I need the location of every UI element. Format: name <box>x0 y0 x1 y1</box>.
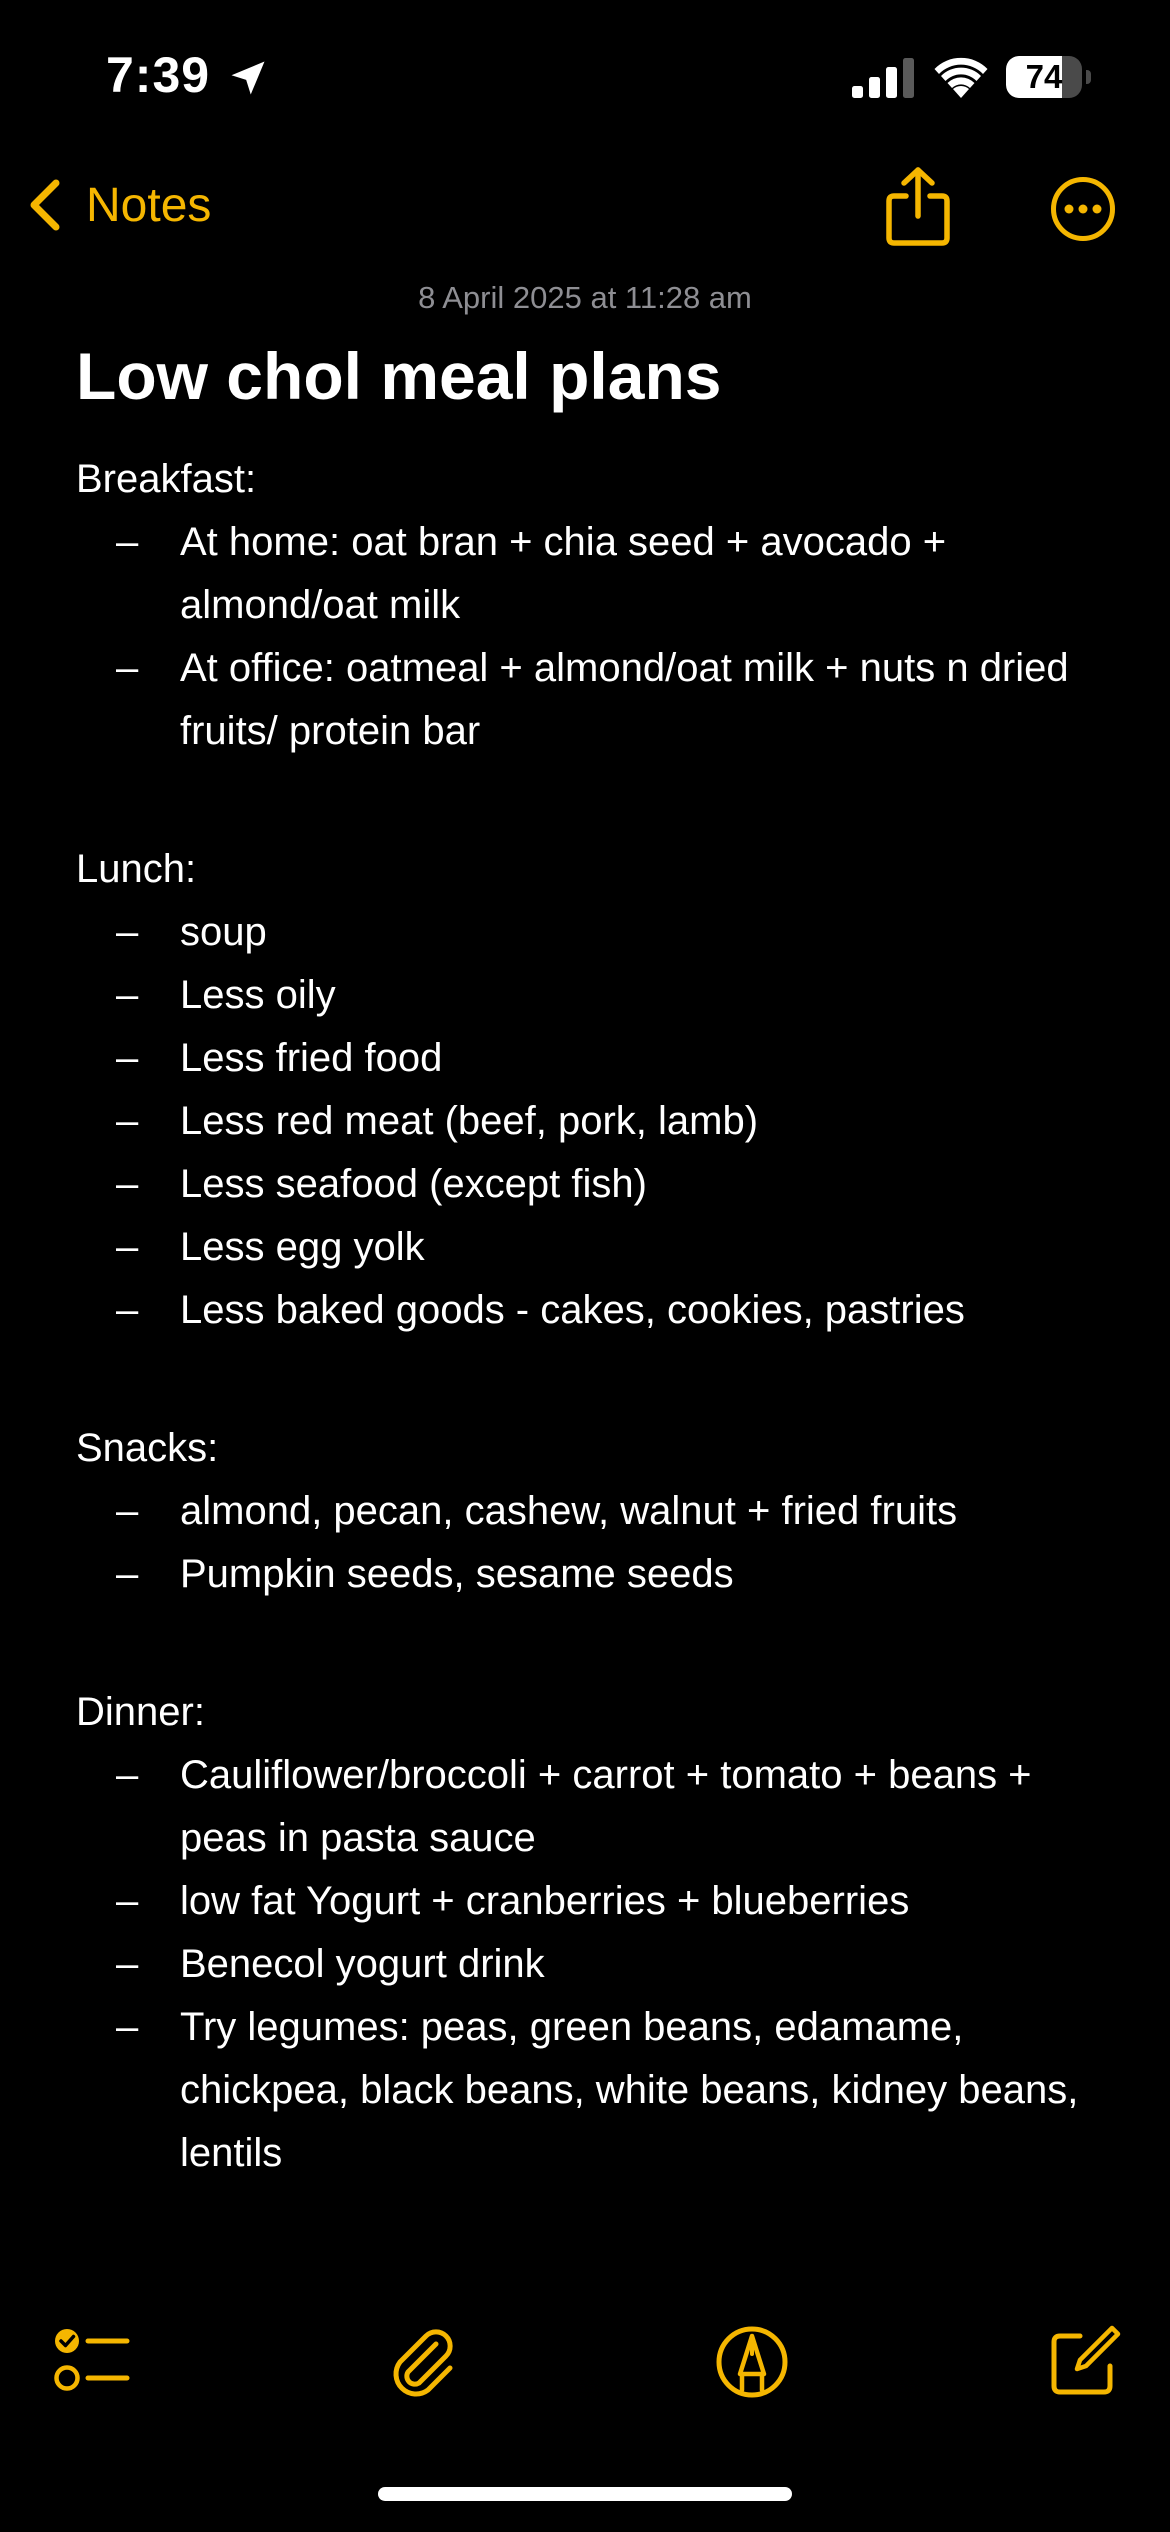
bullet-dash: – <box>116 1162 139 1206</box>
location-arrow-icon <box>226 56 270 100</box>
list-item <box>76 1744 1106 1870</box>
list-item-text: Benecol yogurt drink <box>180 1942 545 1986</box>
list-item-text: soup <box>180 910 267 954</box>
battery-body <box>1006 56 1082 98</box>
list-item-text: Less baked goods - cakes, cookies, pastries <box>180 1288 965 1332</box>
pen-tip-circle-icon[interactable] <box>712 2322 792 2402</box>
back-button[interactable] <box>22 170 211 240</box>
list-item <box>76 637 1106 763</box>
bullet-dash: – <box>116 1288 139 1332</box>
list-item <box>76 1090 1106 1153</box>
bullet-list <box>76 901 1106 1342</box>
bullet-dash: – <box>116 1552 139 1596</box>
bullet-list <box>76 511 1106 763</box>
list-item-text: almond, pecan, cashew, walnut + fried fruits <box>180 1489 958 1533</box>
note-section-snacks <box>76 1417 1106 1606</box>
list-item-text: low fat Yogurt + cranberries + blueberries <box>180 1879 910 1923</box>
list-item-text: Pumpkin seeds, sesame seeds <box>180 1552 734 1596</box>
paperclip-icon[interactable] <box>384 2322 464 2402</box>
list-item-text: Less fried food <box>180 1036 443 1080</box>
list-item <box>76 1933 1106 1996</box>
ellipsis-circle-icon[interactable] <box>1050 176 1116 242</box>
bullet-dash: – <box>116 520 139 564</box>
note-date: 8 April 2025 at 11:28 am <box>418 280 752 315</box>
cellular-signal-icon <box>852 58 914 98</box>
battery-level-text: 74 <box>1025 58 1063 95</box>
compose-icon[interactable] <box>1044 2322 1124 2402</box>
list-item <box>76 1279 1106 1342</box>
bullet-dash: – <box>116 1879 139 1923</box>
bullet-dash: – <box>116 1099 139 1143</box>
list-item <box>76 964 1106 1027</box>
list-item-text: At office: oatmeal + almond/oat milk + nuts n dried fruits/ protein bar <box>180 646 1069 753</box>
list-item-text: Cauliflower/broccoli + carrot + tomato + beans + peas in pasta sauce <box>180 1753 1032 1860</box>
home-indicator[interactable] <box>378 2487 792 2501</box>
section-spacer <box>76 1342 1106 1417</box>
back-button-label: Notes <box>86 178 212 232</box>
battery-indicator <box>1006 56 1090 98</box>
status-bar <box>0 0 1170 150</box>
note-title[interactable]: Low chol meal plans <box>76 339 722 413</box>
list-item <box>76 1480 1106 1543</box>
section-heading: Breakfast: <box>76 457 257 501</box>
list-item-text: At home: oat bran + chia seed + avocado + almond/oat milk <box>180 520 947 627</box>
note-body[interactable] <box>76 448 1106 2185</box>
section-heading: Dinner: <box>76 1690 205 1734</box>
list-item-text: Try legumes: peas, green beans, edamame, chickpea, black beans, white beans, kidney beans, lentils <box>180 2005 1079 2175</box>
battery-cap <box>1086 70 1091 84</box>
bullet-dash: – <box>116 646 139 690</box>
status-time: 7:39 <box>106 47 211 103</box>
bullet-dash: – <box>116 1942 139 1986</box>
bullet-dash: – <box>116 973 139 1017</box>
list-item <box>76 1996 1106 2185</box>
bullet-list <box>76 1480 1106 1606</box>
chevron-left-icon <box>22 175 72 235</box>
section-spacer <box>76 763 1106 838</box>
bullet-dash: – <box>116 1225 139 1269</box>
bullet-dash: – <box>116 2005 139 2049</box>
list-item <box>76 511 1106 637</box>
section-spacer <box>76 1606 1106 1681</box>
wifi-icon <box>934 54 988 98</box>
list-item-text: Less oily <box>180 973 336 1017</box>
list-item <box>76 1216 1106 1279</box>
bullet-dash: – <box>116 910 139 954</box>
bullet-list <box>76 1744 1106 2185</box>
bullet-dash: – <box>116 1036 139 1080</box>
section-heading: Snacks: <box>76 1426 219 1470</box>
note-section-breakfast <box>76 448 1106 763</box>
list-item <box>76 901 1106 964</box>
list-item-text: Less seafood (except fish) <box>180 1162 647 1206</box>
list-item <box>76 1543 1106 1606</box>
list-item-text: Less egg yolk <box>180 1225 425 1269</box>
checklist-icon[interactable] <box>52 2322 132 2402</box>
note-section-dinner <box>76 1681 1106 2185</box>
section-heading: Lunch: <box>76 847 197 891</box>
list-item-text: Less red meat (beef, pork, lamb) <box>180 1099 759 1143</box>
note-section-lunch <box>76 838 1106 1342</box>
share-icon[interactable] <box>884 166 952 248</box>
list-item <box>76 1153 1106 1216</box>
bullet-dash: – <box>116 1753 139 1797</box>
list-item <box>76 1027 1106 1090</box>
bullet-dash: – <box>116 1489 139 1533</box>
list-item <box>76 1870 1106 1933</box>
